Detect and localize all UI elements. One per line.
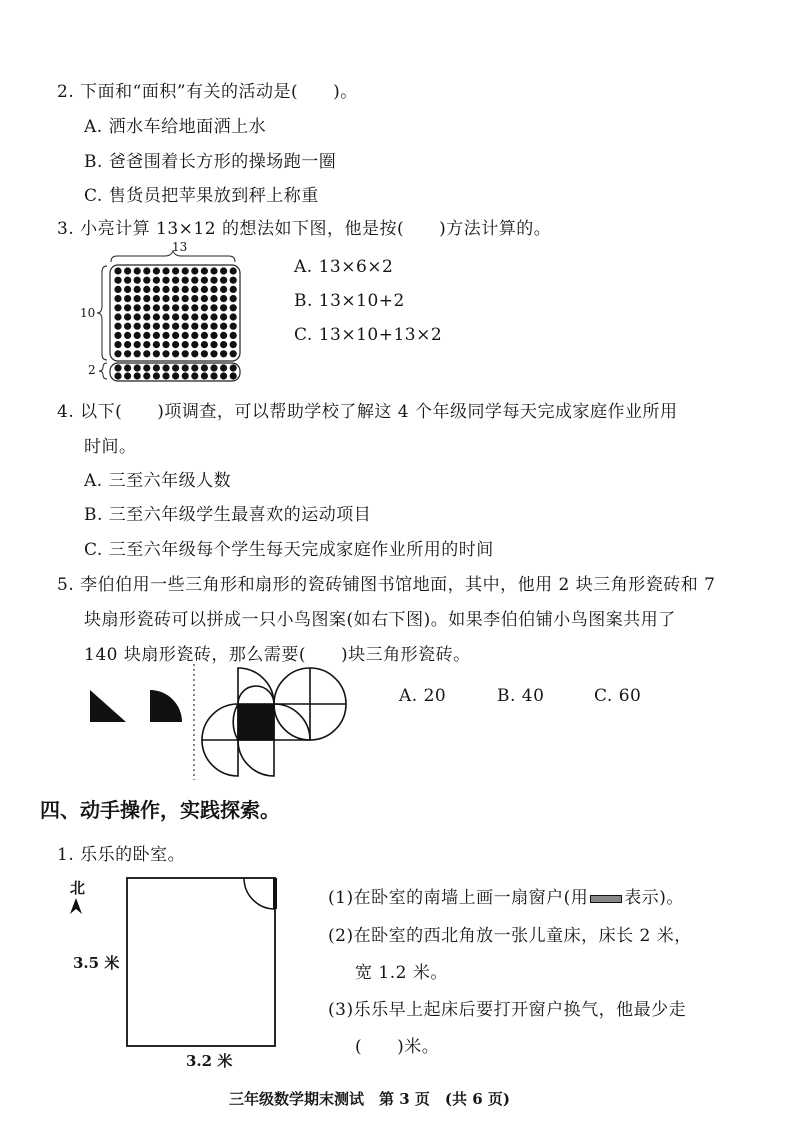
grid-dot [134, 350, 141, 357]
q4-stem-line1: 4. 以下( )项调查，可以帮助学校了解这 4 个年级同学每天完成家庭作业所用 [57, 402, 678, 422]
grid-dot [134, 364, 141, 371]
grid-dot [182, 364, 189, 371]
grid-dot [220, 313, 227, 320]
grid-dot [162, 350, 169, 357]
sub-question-1-suffix: 表示)。 [624, 888, 684, 908]
grid-dot [162, 313, 169, 320]
grid-dot [153, 372, 160, 379]
q5-option-b: B. 40 [497, 686, 545, 706]
grid-dot [230, 332, 237, 339]
grid-dot [124, 332, 131, 339]
grid-dot [201, 267, 208, 274]
grid-dot [210, 286, 217, 293]
q2-option-b: B. 爸爸围着长方形的操场跑一圈 [84, 152, 337, 172]
grid-dot [191, 313, 198, 320]
grid-dot [134, 304, 141, 311]
q2-stem: 2. 下面和“面积”有关的活动是( )。 [57, 82, 358, 102]
grid-dot [182, 313, 189, 320]
grid-dot [114, 277, 121, 284]
q3-figure-left-label-10: 10 [80, 306, 96, 320]
grid-dot [114, 364, 121, 371]
grid-dot [124, 350, 131, 357]
page-footer: 三年级数学期末测试 第 3 页 (共 6 页) [229, 1090, 510, 1108]
q3-option-a: A. 13×6×2 [294, 257, 394, 277]
grid-dot [220, 341, 227, 348]
grid-dot [153, 295, 160, 302]
grid-dot [182, 277, 189, 284]
grid-dot [182, 267, 189, 274]
grid-dot [143, 350, 150, 357]
grid-dot [153, 277, 160, 284]
grid-dot [191, 350, 198, 357]
grid-dot [210, 304, 217, 311]
grid-dot [230, 341, 237, 348]
grid-dot [162, 267, 169, 274]
grid-dot [191, 372, 198, 379]
grid-dot [210, 277, 217, 284]
grid-dot [230, 267, 237, 274]
grid-dot [220, 295, 227, 302]
grid-dot [182, 350, 189, 357]
q5-stem-line2: 块扇形瓷砖可以拼成一只小鸟图案(如右下图)。如果李伯伯铺小鸟图案共用了 [84, 610, 676, 630]
grid-dot [210, 332, 217, 339]
grid-dot [124, 304, 131, 311]
grid-dot [182, 295, 189, 302]
grid-dot [162, 286, 169, 293]
grid-dot [143, 277, 150, 284]
grid-dot [114, 286, 121, 293]
grid-dot [172, 286, 179, 293]
grid-dot [182, 304, 189, 311]
grid-dot [230, 350, 237, 357]
grid-dot [191, 341, 198, 348]
bird-pattern-figure [200, 666, 360, 778]
grid-dot [153, 364, 160, 371]
grid-dot [134, 341, 141, 348]
grid-dot [134, 267, 141, 274]
grid-dot [220, 364, 227, 371]
grid-dot [114, 267, 121, 274]
grid-dot [124, 267, 131, 274]
grid-dot [210, 323, 217, 330]
grid-dot [230, 286, 237, 293]
grid-dot [143, 332, 150, 339]
grid-dot [210, 372, 217, 379]
grid-dot [210, 267, 217, 274]
grid-dot [172, 267, 179, 274]
grid-dot [124, 313, 131, 320]
grid-dot [182, 372, 189, 379]
q4-option-b: B. 三至六年级学生最喜欢的运动项目 [84, 505, 372, 525]
north-arrow-icon [69, 897, 83, 915]
q3-figure-top-label: 13 [172, 240, 188, 254]
grid-dot [220, 372, 227, 379]
grid-dot [162, 304, 169, 311]
grid-dot [191, 295, 198, 302]
q3-figure-left-label-2: 2 [88, 363, 96, 377]
dotted-divider [192, 664, 196, 780]
grid-dot [162, 323, 169, 330]
grid-dot [162, 364, 169, 371]
grid-dot [191, 277, 198, 284]
grid-dot [172, 313, 179, 320]
q3-option-b: B. 13×10+2 [294, 291, 405, 311]
grid-dot [124, 277, 131, 284]
grid-dot [143, 323, 150, 330]
grid-dot [153, 304, 160, 311]
grid-dot [114, 332, 121, 339]
grid-dot [143, 364, 150, 371]
grid-dot [230, 364, 237, 371]
grid-dot [153, 332, 160, 339]
q4-option-a: A. 三至六年级人数 [84, 471, 232, 491]
q2-option-c: C. 售货员把苹果放到秤上称重 [84, 186, 319, 206]
grid-dot [134, 313, 141, 320]
grid-dot [114, 372, 121, 379]
triangle-tile-figure [88, 688, 128, 724]
grid-dot [172, 332, 179, 339]
room-side-label: 3.5 米 [73, 954, 120, 972]
grid-dot [172, 350, 179, 357]
grid-dot [220, 304, 227, 311]
grid-dot [201, 295, 208, 302]
grid-dot [172, 372, 179, 379]
grid-dot [143, 372, 150, 379]
section-4-q1-title: 1. 乐乐的卧室。 [57, 845, 186, 865]
grid-dot [220, 323, 227, 330]
grid-dot [182, 341, 189, 348]
grid-dot [201, 313, 208, 320]
bedroom-plan-figure [126, 877, 278, 1049]
grid-dot [230, 295, 237, 302]
grid-dot [172, 364, 179, 371]
grid-dot [201, 332, 208, 339]
grid-dot [124, 341, 131, 348]
grid-dot [153, 313, 160, 320]
grid-dot [201, 286, 208, 293]
grid-dot [182, 332, 189, 339]
grid-dot [220, 286, 227, 293]
sub-question-3-line1: (3)乐乐早上起床后要打开窗户换气，他最少走 [328, 1000, 687, 1020]
grid-dot [162, 341, 169, 348]
section-4-title: 四、动手操作，实践探索。 [40, 798, 280, 822]
grid-dot [210, 350, 217, 357]
grid-dot [201, 277, 208, 284]
grid-dot [153, 267, 160, 274]
grid-dot [230, 304, 237, 311]
window-symbol-icon [590, 895, 622, 903]
grid-dot [124, 372, 131, 379]
grid-dot [220, 332, 227, 339]
grid-dot [182, 286, 189, 293]
grid-dot [143, 313, 150, 320]
grid-dot [230, 372, 237, 379]
q5-stem-line1: 5. 李伯伯用一些三角形和扇形的瓷砖铺图书馆地面，其中，他用 2 块三角形瓷砖和 7 [57, 575, 716, 595]
grid-dot [162, 277, 169, 284]
sub-question-2-line1: (2)在卧室的西北角放一张儿童床，床长 2 米， [328, 926, 692, 946]
grid-dot [201, 323, 208, 330]
q5-option-c: C. 60 [594, 686, 642, 706]
grid-dot [124, 286, 131, 293]
grid-dot [230, 277, 237, 284]
grid-dot [162, 332, 169, 339]
grid-dot [143, 341, 150, 348]
grid-dot [134, 323, 141, 330]
grid-dot [134, 295, 141, 302]
grid-dot [191, 364, 198, 371]
grid-dot [153, 341, 160, 348]
grid-dot [114, 295, 121, 302]
q5-option-a: A. 20 [399, 686, 447, 706]
q3-stem: 3. 小亮计算 13×12 的想法如下图，他是按( )方法计算的。 [57, 219, 552, 239]
grid-dot [114, 313, 121, 320]
grid-dot [124, 364, 131, 371]
grid-dot [220, 350, 227, 357]
grid-dot [172, 323, 179, 330]
grid-dot [134, 372, 141, 379]
grid-dot [201, 364, 208, 371]
grid-dot [191, 304, 198, 311]
north-label: 北 [70, 879, 86, 897]
grid-dot [114, 341, 121, 348]
grid-dot [230, 313, 237, 320]
grid-dot [201, 341, 208, 348]
q5-stem-line3: 140 块扇形瓷砖，那么需要( )块三角形瓷砖。 [84, 645, 471, 665]
grid-dot [153, 286, 160, 293]
grid-dot [230, 323, 237, 330]
grid-dot [172, 341, 179, 348]
q2-option-a: A. 洒水车给地面洒上水 [84, 117, 267, 137]
q3-dot-array-figure [95, 250, 255, 385]
grid-dot [220, 277, 227, 284]
grid-dot [134, 277, 141, 284]
grid-dot [220, 267, 227, 274]
grid-dot [210, 295, 217, 302]
sub-question-3-line2: ( )米。 [355, 1037, 440, 1057]
q4-option-c: C. 三至六年级每个学生每天完成家庭作业所用的时间 [84, 540, 494, 560]
grid-dot [201, 350, 208, 357]
grid-dot [134, 332, 141, 339]
grid-dot [191, 286, 198, 293]
room-bottom-label: 3.2 米 [186, 1052, 233, 1070]
grid-dot [124, 323, 131, 330]
grid-dot [210, 313, 217, 320]
q3-option-c: C. 13×10+13×2 [294, 325, 443, 345]
grid-dot [162, 295, 169, 302]
grid-dot [143, 295, 150, 302]
grid-dot [191, 267, 198, 274]
grid-dot [162, 372, 169, 379]
grid-dot [143, 286, 150, 293]
grid-dot [210, 364, 217, 371]
grid-dot [143, 304, 150, 311]
sub-question-1 [328, 883, 684, 908]
sub-question-2-line2: 宽 1.2 米。 [355, 963, 448, 983]
grid-dot [182, 323, 189, 330]
grid-dot [201, 372, 208, 379]
grid-dot [210, 341, 217, 348]
grid-dot [134, 286, 141, 293]
grid-dot [153, 323, 160, 330]
grid-dot [191, 323, 198, 330]
q4-stem-line2: 时间。 [84, 437, 137, 457]
sub-question-1-prefix: (1)在卧室的南墙上画一扇窗户(用 [328, 888, 589, 908]
grid-dot [201, 304, 208, 311]
grid-dot [172, 304, 179, 311]
grid-dot [114, 304, 121, 311]
grid-dot [114, 350, 121, 357]
grid-dot [124, 295, 131, 302]
sector-tile-figure [148, 688, 188, 724]
grid-dot [114, 323, 121, 330]
grid-dot [172, 295, 179, 302]
grid-dot [191, 332, 198, 339]
grid-dot [172, 277, 179, 284]
grid-dot [143, 267, 150, 274]
grid-dot [153, 350, 160, 357]
